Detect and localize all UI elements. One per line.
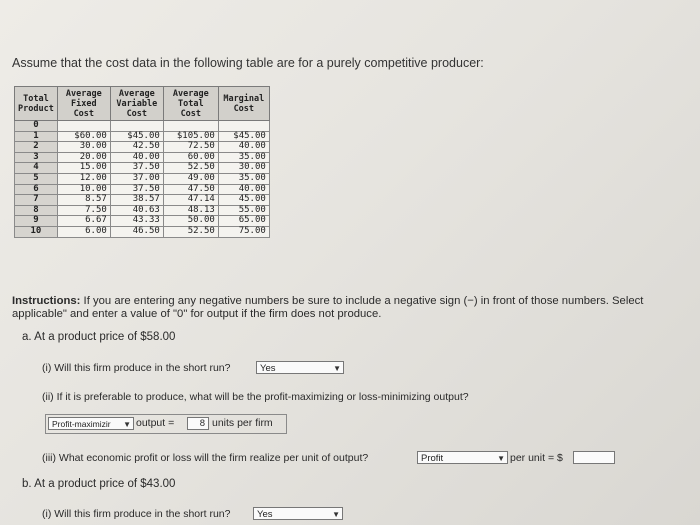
part-b-produce-select[interactable] [253, 507, 343, 520]
part-a-q2-text: (ii) If it is preferable to produce, what will be the profit-maximizing or loss-minimizing output? [42, 391, 469, 403]
afc-cell: $60.00 [57, 131, 110, 142]
part-a-label: a. At a product price of $58.00 [22, 331, 176, 343]
header-average-fixed-cost: Average Fixed Cost [57, 87, 110, 121]
atc-cell: 52.50 [163, 163, 218, 174]
afc-cell: 12.00 [57, 173, 110, 184]
atc-cell: 47.50 [163, 184, 218, 195]
instructions-text-2: applicable" and enter a value of "0" for output if the firm does not produce. [12, 308, 382, 320]
part-a-output-units: units per firm [212, 417, 273, 429]
afc-cell: 15.00 [57, 163, 110, 174]
mc-cell: 40.00 [218, 142, 269, 153]
atc-cell: 60.00 [163, 152, 218, 163]
atc-cell: $105.00 [163, 131, 218, 142]
mc-cell: 30.00 [218, 163, 269, 174]
table-row [15, 152, 270, 163]
part-a-per-unit-label: per unit = $ [510, 452, 563, 464]
total-product-cell: 2 [15, 142, 58, 153]
avc-cell: 40.00 [110, 152, 163, 163]
table-row [15, 226, 270, 237]
total-product-cell: 6 [15, 184, 58, 195]
total-product-cell: 1 [15, 131, 58, 142]
mc-cell [218, 121, 269, 132]
avc-cell: 37.00 [110, 173, 163, 184]
table-row [15, 173, 270, 184]
table-row [15, 142, 270, 153]
header-marginal-cost: Marginal Cost [218, 87, 269, 121]
cost-table-header-row [15, 87, 270, 121]
part-a-output-input[interactable]: 8 [187, 417, 209, 430]
atc-cell [163, 121, 218, 132]
mc-cell: 35.00 [218, 152, 269, 163]
avc-cell [110, 121, 163, 132]
table-row [15, 121, 270, 132]
part-a-produce-select-value: Yes [260, 363, 276, 374]
part-a-profit-select[interactable] [417, 451, 508, 464]
avc-cell: 46.50 [110, 226, 163, 237]
part-a-output-label: output = [136, 417, 175, 429]
atc-cell: 52.50 [163, 226, 218, 237]
total-product-cell: 3 [15, 152, 58, 163]
header-total-product: Total Product [15, 87, 58, 121]
atc-cell: 48.13 [163, 205, 218, 216]
instructions-label: Instructions: [12, 295, 81, 307]
mc-cell: 40.00 [218, 184, 269, 195]
total-product-cell: 10 [15, 226, 58, 237]
instructions [12, 295, 700, 321]
atc-cell: 72.50 [163, 142, 218, 153]
avc-cell: 42.50 [110, 142, 163, 153]
mc-cell: 75.00 [218, 226, 269, 237]
part-b-label: b. At a product price of $43.00 [22, 478, 176, 490]
table-row [15, 163, 270, 174]
avc-cell: 37.50 [110, 163, 163, 174]
afc-cell: 30.00 [57, 142, 110, 153]
mc-cell: 55.00 [218, 205, 269, 216]
afc-cell [57, 121, 110, 132]
afc-cell: 20.00 [57, 152, 110, 163]
total-product-cell: 8 [15, 205, 58, 216]
part-b-q1-text: (i) Will this firm produce in the short run? [42, 508, 231, 520]
mc-cell: $45.00 [218, 131, 269, 142]
avc-cell: 40.63 [110, 205, 163, 216]
avc-cell: $45.00 [110, 131, 163, 142]
header-average-total-cost: Average Total Cost [163, 87, 218, 121]
instructions-text: If you are entering any negative numbers be sure to include a negative sign (−) in front of those numbers. Select [80, 295, 644, 307]
part-a-output-type-value: Profit-maximizir [52, 419, 111, 429]
avc-cell: 37.50 [110, 184, 163, 195]
afc-cell: 7.50 [57, 205, 110, 216]
afc-cell: 10.00 [57, 184, 110, 195]
header-average-variable-cost: Average Variable Cost [110, 87, 163, 121]
table-row [15, 184, 270, 195]
chevron-down-icon: ▼ [333, 364, 341, 373]
table-row [15, 131, 270, 142]
part-a-q1-text: (i) Will this firm produce in the short run? [42, 362, 231, 374]
avc-cell: 38.57 [110, 195, 163, 206]
atc-cell: 49.00 [163, 173, 218, 184]
table-row [15, 195, 270, 206]
total-product-cell: 0 [15, 121, 58, 132]
total-product-cell: 5 [15, 173, 58, 184]
cost-table [14, 86, 270, 238]
total-product-cell: 9 [15, 216, 58, 227]
table-row [15, 216, 270, 227]
afc-cell: 8.57 [57, 195, 110, 206]
atc-cell: 47.14 [163, 195, 218, 206]
table-row [15, 205, 270, 216]
total-product-cell: 7 [15, 195, 58, 206]
part-b-produce-select-value: Yes [257, 509, 273, 520]
part-a-profit-select-value: Profit [421, 453, 444, 464]
part-a-q3-text: (iii) What economic profit or loss will the firm realize per unit of output? [42, 452, 369, 464]
total-product-cell: 4 [15, 163, 58, 174]
mc-cell: 35.00 [218, 173, 269, 184]
afc-cell: 6.67 [57, 216, 110, 227]
chevron-down-icon: ▼ [497, 454, 505, 463]
afc-cell: 6.00 [57, 226, 110, 237]
problem-heading: Assume that the cost data in the following table are for a purely competitive producer: [12, 56, 484, 70]
part-a-produce-select[interactable] [256, 361, 344, 374]
part-a-output-type-select[interactable] [48, 417, 134, 430]
atc-cell: 50.00 [163, 216, 218, 227]
part-a-profit-input[interactable] [573, 451, 615, 464]
mc-cell: 45.00 [218, 195, 269, 206]
avc-cell: 43.33 [110, 216, 163, 227]
chevron-down-icon: ▼ [123, 420, 131, 429]
chevron-down-icon: ▼ [332, 510, 340, 519]
mc-cell: 65.00 [218, 216, 269, 227]
